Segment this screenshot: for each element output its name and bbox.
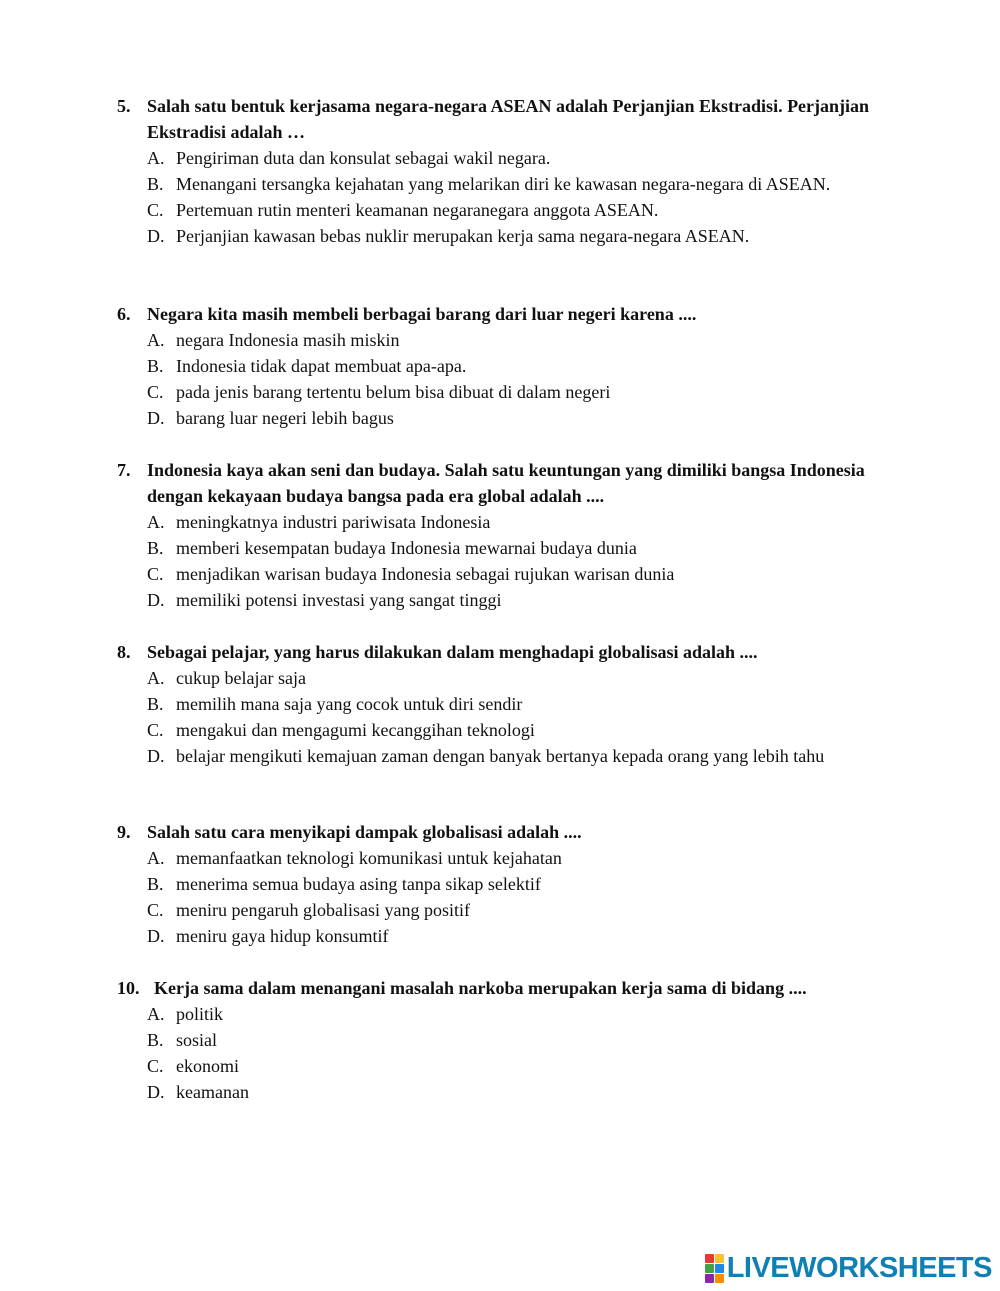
option-letter: C. [147, 564, 164, 584]
question-text: Kerja sama dalam menangani masalah narkoba merupakan kerja sama di bidang .... [154, 978, 807, 998]
question-number: 5. [117, 96, 131, 116]
question-6 [117, 301, 877, 431]
question-9 [117, 819, 877, 949]
option-d[interactable] [117, 223, 877, 249]
option-text: ekonomi [176, 1056, 239, 1076]
option-text: meniru pengaruh globalisasi yang positif [176, 900, 470, 920]
option-c[interactable] [117, 379, 877, 405]
option-letter: A. [147, 1004, 165, 1024]
option-letter: D. [147, 408, 165, 428]
logo-tile [715, 1254, 724, 1263]
option-a[interactable] [117, 145, 877, 171]
option-c[interactable] [117, 197, 877, 223]
option-d[interactable] [117, 1079, 877, 1105]
option-letter: A. [147, 148, 165, 168]
liveworksheets-logo-icon [705, 1254, 724, 1283]
option-text: barang luar negeri lebih bagus [176, 408, 394, 428]
question-number: 6. [117, 304, 131, 324]
option-text: negara Indonesia masih miskin [176, 330, 400, 350]
option-text: menjadikan warisan budaya Indonesia sebagai rujukan warisan dunia [176, 564, 675, 584]
option-text: belajar mengikuti kemajuan zaman dengan banyak bertanya kepada orang yang lebih tahu [176, 746, 825, 766]
answer-options [117, 509, 877, 613]
answer-options [117, 665, 877, 769]
option-text: Pengiriman duta dan konsulat sebagai wakil negara. [176, 148, 551, 168]
option-letter: C. [147, 382, 164, 402]
logo-tile [705, 1254, 714, 1263]
option-b[interactable] [117, 1027, 877, 1053]
logo-tile [705, 1274, 714, 1283]
option-letter: A. [147, 512, 165, 532]
question-number: 7. [117, 460, 131, 480]
option-letter: B. [147, 538, 164, 558]
option-c[interactable] [117, 717, 877, 743]
option-text: Perjanjian kawasan bebas nuklir merupakan kerja sama negara-negara ASEAN. [176, 226, 750, 246]
option-letter: D. [147, 926, 165, 946]
option-a[interactable] [117, 327, 877, 353]
option-a[interactable] [117, 509, 877, 535]
option-letter: B. [147, 874, 164, 894]
question-text: Indonesia kaya akan seni dan budaya. Salah satu keuntungan yang dimiliki bangsa Indonesia dengan kekayaan budaya bangsa pada era global adalah .... [147, 460, 865, 506]
option-text: cukup belajar saja [176, 668, 306, 688]
option-d[interactable] [117, 405, 877, 431]
question-number: 9. [117, 822, 131, 842]
liveworksheets-logo[interactable] [705, 1253, 992, 1283]
option-text: mengakui dan mengagumi kecanggihan teknologi [176, 720, 535, 740]
question-5 [117, 93, 877, 249]
question-text: Salah satu cara menyikapi dampak globalisasi adalah .... [147, 822, 582, 842]
question-10 [117, 975, 877, 1105]
option-a[interactable] [117, 665, 877, 691]
option-letter: A. [147, 668, 165, 688]
option-letter: B. [147, 174, 164, 194]
brand-name: LIVEWORKSHEETS [726, 1252, 992, 1284]
option-letter: C. [147, 200, 164, 220]
option-b[interactable] [117, 171, 877, 197]
answer-options [117, 1001, 877, 1105]
option-c[interactable] [117, 897, 877, 923]
option-text: memiliki potensi investasi yang sangat tinggi [176, 590, 502, 610]
option-text: pada jenis barang tertentu belum bisa dibuat di dalam negeri [176, 382, 611, 402]
option-text: Indonesia tidak dapat membuat apa-apa. [176, 356, 467, 376]
option-text: menerima semua budaya asing tanpa sikap selektif [176, 874, 541, 894]
option-d[interactable] [117, 743, 877, 769]
option-text: sosial [176, 1030, 218, 1050]
option-text: meningkatnya industri pariwisata Indonesia [176, 512, 491, 532]
option-text: memilih mana saja yang cocok untuk diri sendir [176, 694, 523, 714]
option-text: keamanan [176, 1082, 249, 1102]
answer-options [117, 845, 877, 949]
option-text: meniru gaya hidup konsumtif [176, 926, 389, 946]
question-text: Negara kita masih membeli berbagai barang dari luar negeri karena .... [147, 304, 697, 324]
option-b[interactable] [117, 353, 877, 379]
option-letter: D. [147, 746, 165, 766]
question-number: 8. [117, 642, 131, 662]
question-7 [117, 457, 877, 613]
question-text: Sebagai pelajar, yang harus dilakukan dalam menghadapi globalisasi adalah .... [147, 642, 758, 662]
option-d[interactable] [117, 587, 877, 613]
option-b[interactable] [117, 691, 877, 717]
option-text: Pertemuan rutin menteri keamanan negaranegara anggota ASEAN. [176, 200, 659, 220]
option-text: memberi kesempatan budaya Indonesia mewarnai budaya dunia [176, 538, 637, 558]
option-text: politik [176, 1004, 224, 1024]
option-a[interactable] [117, 1001, 877, 1027]
option-letter: B. [147, 694, 164, 714]
option-letter: A. [147, 330, 165, 350]
option-letter: C. [147, 1056, 164, 1076]
option-letter: D. [147, 226, 165, 246]
option-b[interactable] [117, 871, 877, 897]
option-letter: B. [147, 1030, 164, 1050]
question-text: Salah satu bentuk kerjasama negara-negara ASEAN adalah Perjanjian Ekstradisi. Perjanjian Ekstradisi adalah … [147, 96, 870, 142]
option-letter: A. [147, 848, 165, 868]
logo-tile [705, 1264, 714, 1273]
option-c[interactable] [117, 1053, 877, 1079]
answer-options [117, 145, 877, 249]
option-letter: B. [147, 356, 164, 376]
option-c[interactable] [117, 561, 877, 587]
option-letter: D. [147, 1082, 165, 1102]
option-d[interactable] [117, 923, 877, 949]
logo-tile [715, 1264, 724, 1273]
logo-tile [715, 1274, 724, 1283]
answer-options [117, 327, 877, 431]
question-8 [117, 639, 877, 769]
option-letter: D. [147, 590, 165, 610]
question-number: 10. [117, 978, 140, 998]
option-text: Menangani tersangka kejahatan yang melarikan diri ke kawasan negara-negara di ASEAN. [176, 174, 831, 194]
option-a[interactable] [117, 845, 877, 871]
option-b[interactable] [117, 535, 877, 561]
option-letter: C. [147, 900, 164, 920]
option-text: memanfaatkan teknologi komunikasi untuk kejahatan [176, 848, 562, 868]
option-letter: C. [147, 720, 164, 740]
